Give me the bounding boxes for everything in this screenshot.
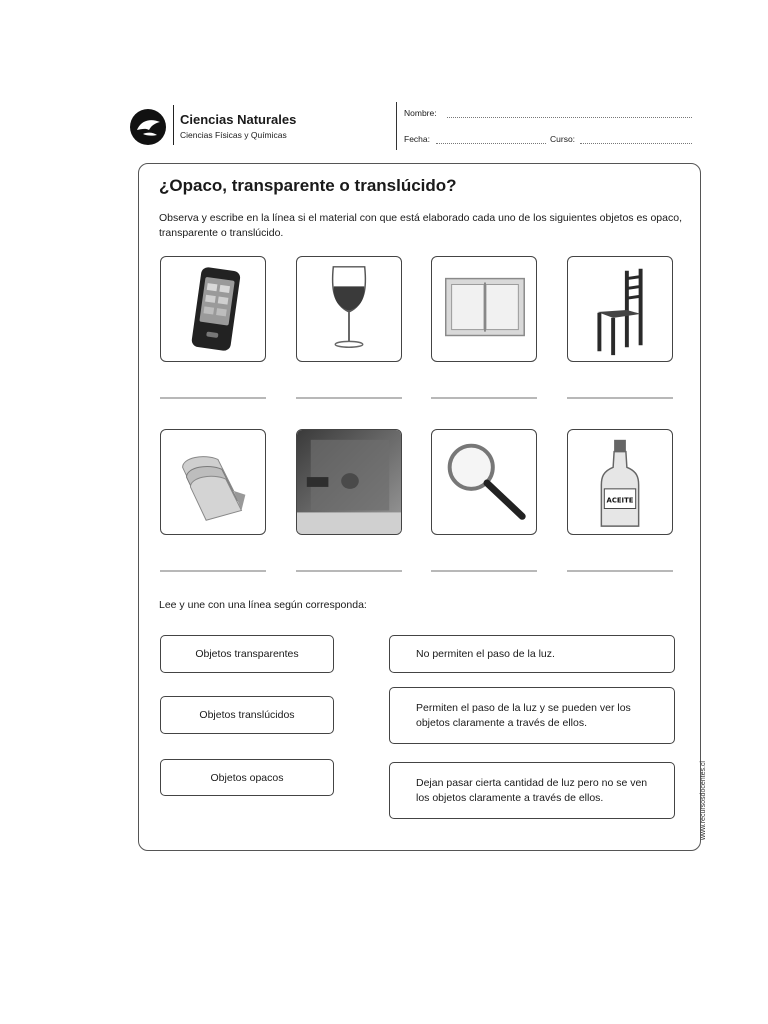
frosted-glass-icon	[297, 430, 401, 534]
picture-magnifier	[431, 429, 537, 535]
date-label: Fecha:	[404, 134, 430, 144]
picture-frosted-glass	[296, 429, 402, 535]
picture-phone	[160, 256, 266, 362]
course-label: Curso:	[550, 134, 576, 144]
name-field[interactable]	[447, 117, 692, 118]
answer-line-6[interactable]	[296, 570, 402, 572]
match-left-opaque[interactable]: Objetos opacos	[160, 759, 334, 796]
answer-line-1[interactable]	[160, 397, 266, 399]
picture-bread	[160, 429, 266, 535]
answer-line-8[interactable]	[567, 570, 673, 572]
subject-title: Ciencias Naturales	[180, 112, 297, 127]
instructions: Observa y escribe en la línea si el material con que está elaborado cada uno de los siguientes objetos es opaco, transparente o translúcido.	[159, 212, 682, 239]
bottle-label: ACEITE	[606, 496, 634, 505]
page-title: ¿Opaco, transparente o translúcido?	[159, 176, 457, 195]
logo-divider	[173, 105, 174, 145]
matching-instruction: Lee y une con una línea según corresponda:	[159, 599, 367, 611]
answer-line-3[interactable]	[431, 397, 537, 399]
picture-wine-glass	[296, 256, 402, 362]
bread-slices-icon	[161, 430, 265, 534]
picture-oil-bottle	[567, 429, 673, 535]
answer-line-7[interactable]	[431, 570, 537, 572]
cell-phone-icon	[161, 257, 265, 361]
window-icon	[432, 257, 536, 361]
match-left-translucent[interactable]: Objetos translúcidos	[160, 696, 334, 734]
match-right-1[interactable]: No permiten el paso de la luz.	[389, 635, 675, 673]
oil-bottle-icon	[568, 430, 672, 534]
magnifying-glass-icon	[432, 430, 536, 534]
match-right-3[interactable]: Dejan pasar cierta cantidad de luz pero no se ven los objetos claramente a través de ellos.	[389, 762, 675, 819]
picture-window	[431, 256, 537, 362]
answer-line-4[interactable]	[567, 397, 673, 399]
logo-icon	[129, 108, 167, 146]
match-right-2[interactable]: Permiten el paso de la luz y se pueden ver los objetos claramente a través de ellos.	[389, 687, 675, 744]
header-divider	[396, 102, 397, 150]
match-left-transparent[interactable]: Objetos transparentes	[160, 635, 334, 673]
date-field[interactable]	[436, 143, 546, 144]
chair-icon	[568, 257, 672, 361]
name-label: Nombre:	[404, 108, 437, 118]
answer-line-5[interactable]	[160, 570, 266, 572]
source-url	[700, 740, 714, 840]
wine-glass-icon	[297, 257, 401, 361]
picture-chair	[567, 256, 673, 362]
course-field[interactable]	[580, 143, 692, 144]
source-url-text: www.recursosdocentes.cl	[700, 761, 707, 840]
subject-subtitle: Ciencias Físicas y Químicas	[180, 130, 287, 140]
answer-line-2[interactable]	[296, 397, 402, 399]
